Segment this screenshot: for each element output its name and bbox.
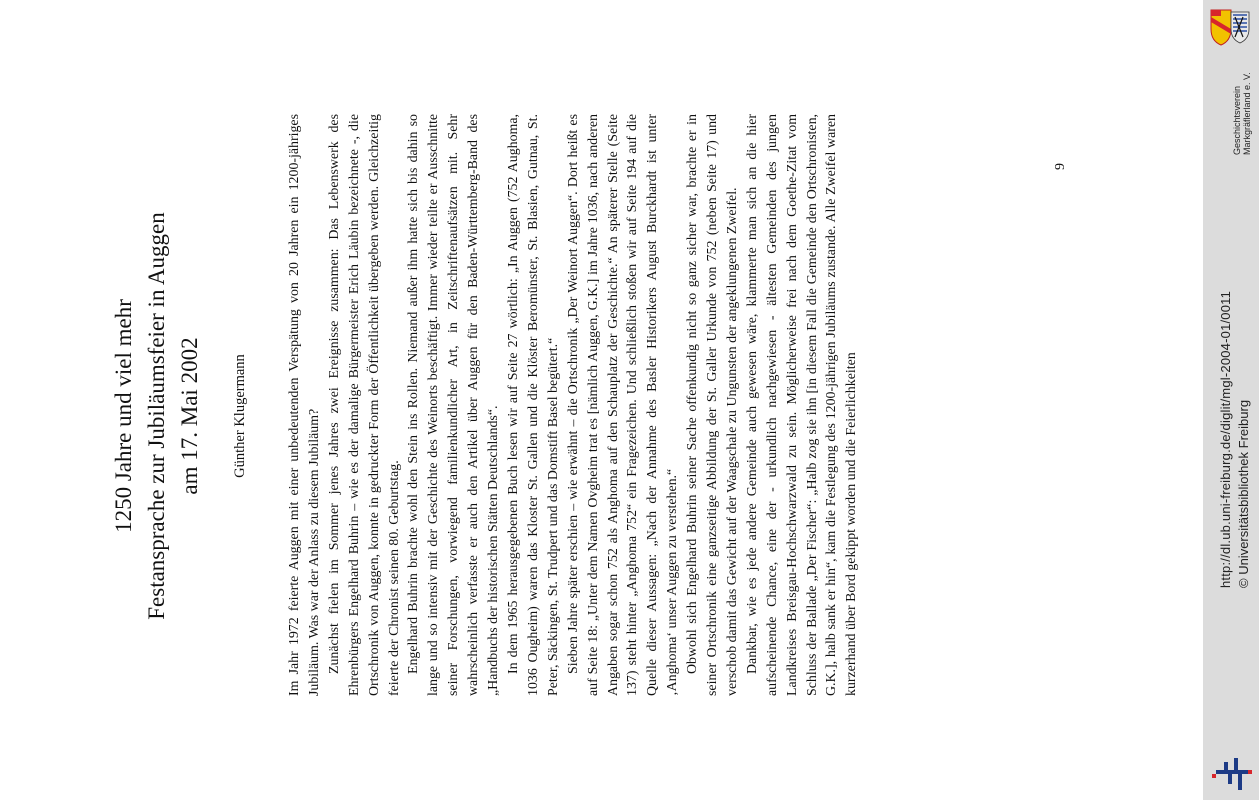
paragraph: In dem 1965 herausgegebenen Buch lesen wir auf Seite 27 wörtlich: „In Auggen (752 Aughoma, 1036 Ougheim) waren das Kloster St. Gallen und die Klöster Beromünster, St. Blasien, Gutnau, St. Peter, Säckingen, St. Trudpert und das Domstift Basel begütert.“ <box>505 114 561 696</box>
copyright-notice: © Universitätsbibliothek Freiburg <box>1236 399 1251 588</box>
paragraph: Obwohl sich Engelhard Buhrin seiner Sache offenkundig nicht so ganz sicher war, brachte er in seiner Ortschronik eine ganzseitige Abbildung der St. Galler Urkunde von 752 (neben Seite 17) und verschob damit das Gewicht auf der Waagschale zu Ungunsten der angeklungenen Zweifel. <box>685 114 740 696</box>
society-name-line-1: Geschichtsverein <box>1232 85 1242 155</box>
society-name-line-2: Markgräflerland e. V. <box>1242 72 1252 155</box>
paragraph: Dankbar, wie es jede andere Gemeinde auch gewesen wäre, klammerte man sich an die hier aufscheinende Chance, eine der - urkundlich nachgewiesen - ältesten Gemeinden des jungen Landkreises Breisgau-Hochschwarzwald zu sein. Möglicherweise frei nach dem Goethe-Zitat vom Schluss der Ballade „Der Fischer“: „Halb zog sie ihn [in diesem Fall die Gemeinde den Ortschronisten, G.K.], halb sank er hin“, kam die Festlegung des 1200-jährigen Jubiläums zustande. Alle Zweifel waren kurzerhand über Bord gekippt worden und die Feierlichkeiten <box>744 114 860 696</box>
paragraph: Sieben Jahre später erschien – wie erwähnt – die Ortschronik „Der Weinort Auggen“. Dort heißt es auf Seite 18: „Unter dem Namen Ovgheim trat es [nämlich Auggen, G.K.] im Jahre 1036, nach anderen Angaben sogar schon 752 als Anghoma auf den Schauplatz der Geschichte.“ An späterer Stelle (Seite 137) steht hinter „Anghoma 752“ ein Fragezeichen. Und schließlich stoßen wir auf Seite 194 auf die Quelle dieser Aussagen: „Nach der Annahme des Basler Historikers August Burckhardt ist unter ‚Anghoma‘ unser Auggen zu verstehen.“ <box>565 114 681 696</box>
paragraph: Zunächst fielen im Sommer jenes Jahres zwei Ereignisse zusammen: Das Lebenswerk des Ehrenbürgers Engelhard Buhrin – wie es der damalige Bürgermeister Erich Läubin bezeichnete -, die Ortschronik von Auggen, konnte in gedruckter Form der Öffentlichkeit übergeben werden. Gleichzeitig feierte der Chronist seinen 80. Geburtstag. <box>326 114 402 696</box>
article-body <box>285 114 862 696</box>
article-title-line-1: 1250 Jahre und viel mehr <box>111 299 136 533</box>
article-title-line-2: Festansprache zur Jubiläumsfeier in Auggen <box>144 212 169 620</box>
paragraph: Im Jahr 1972 feierte Auggen mit einer unbedeutenden Verspätung von 20 Jahren ein 1200-jähriges Jubiläum. Was war der Anlass zu diesem Jubiläum? <box>287 114 322 696</box>
scanned-page <box>93 100 1093 800</box>
ub-freiburg-logo-icon <box>1210 749 1254 793</box>
page-number: 9 <box>1053 163 1068 170</box>
paragraph: Engelhard Buhrin brachte wohl den Stein ins Rollen. Niemand außer ihm hatte sich bis dahin so lange und so intensiv mit der Geschichte des Weinorts beschäftigt. Immer wieder teilte er Ausschnitte seiner Forschungen, vorwiegend familienkundlicher Art, in Zeitschriftenaufsätzen mit. Sehr wahrscheinlich verfasste er auch den Artikel über Auggen für den Baden-Württemberg-Band des „Handbuchs der historischen Stätten Deutschlands“. <box>406 114 502 696</box>
coat-of-arms-icon <box>1207 7 1253 47</box>
article-author: Günther Klugermann <box>232 354 248 478</box>
permalink-url[interactable]: http://dl.ub.uni-freiburg.de/diglit/mgl-2004-01/0011 <box>1218 290 1233 588</box>
article-title-line-3: am 17. Mai 2002 <box>177 337 202 495</box>
